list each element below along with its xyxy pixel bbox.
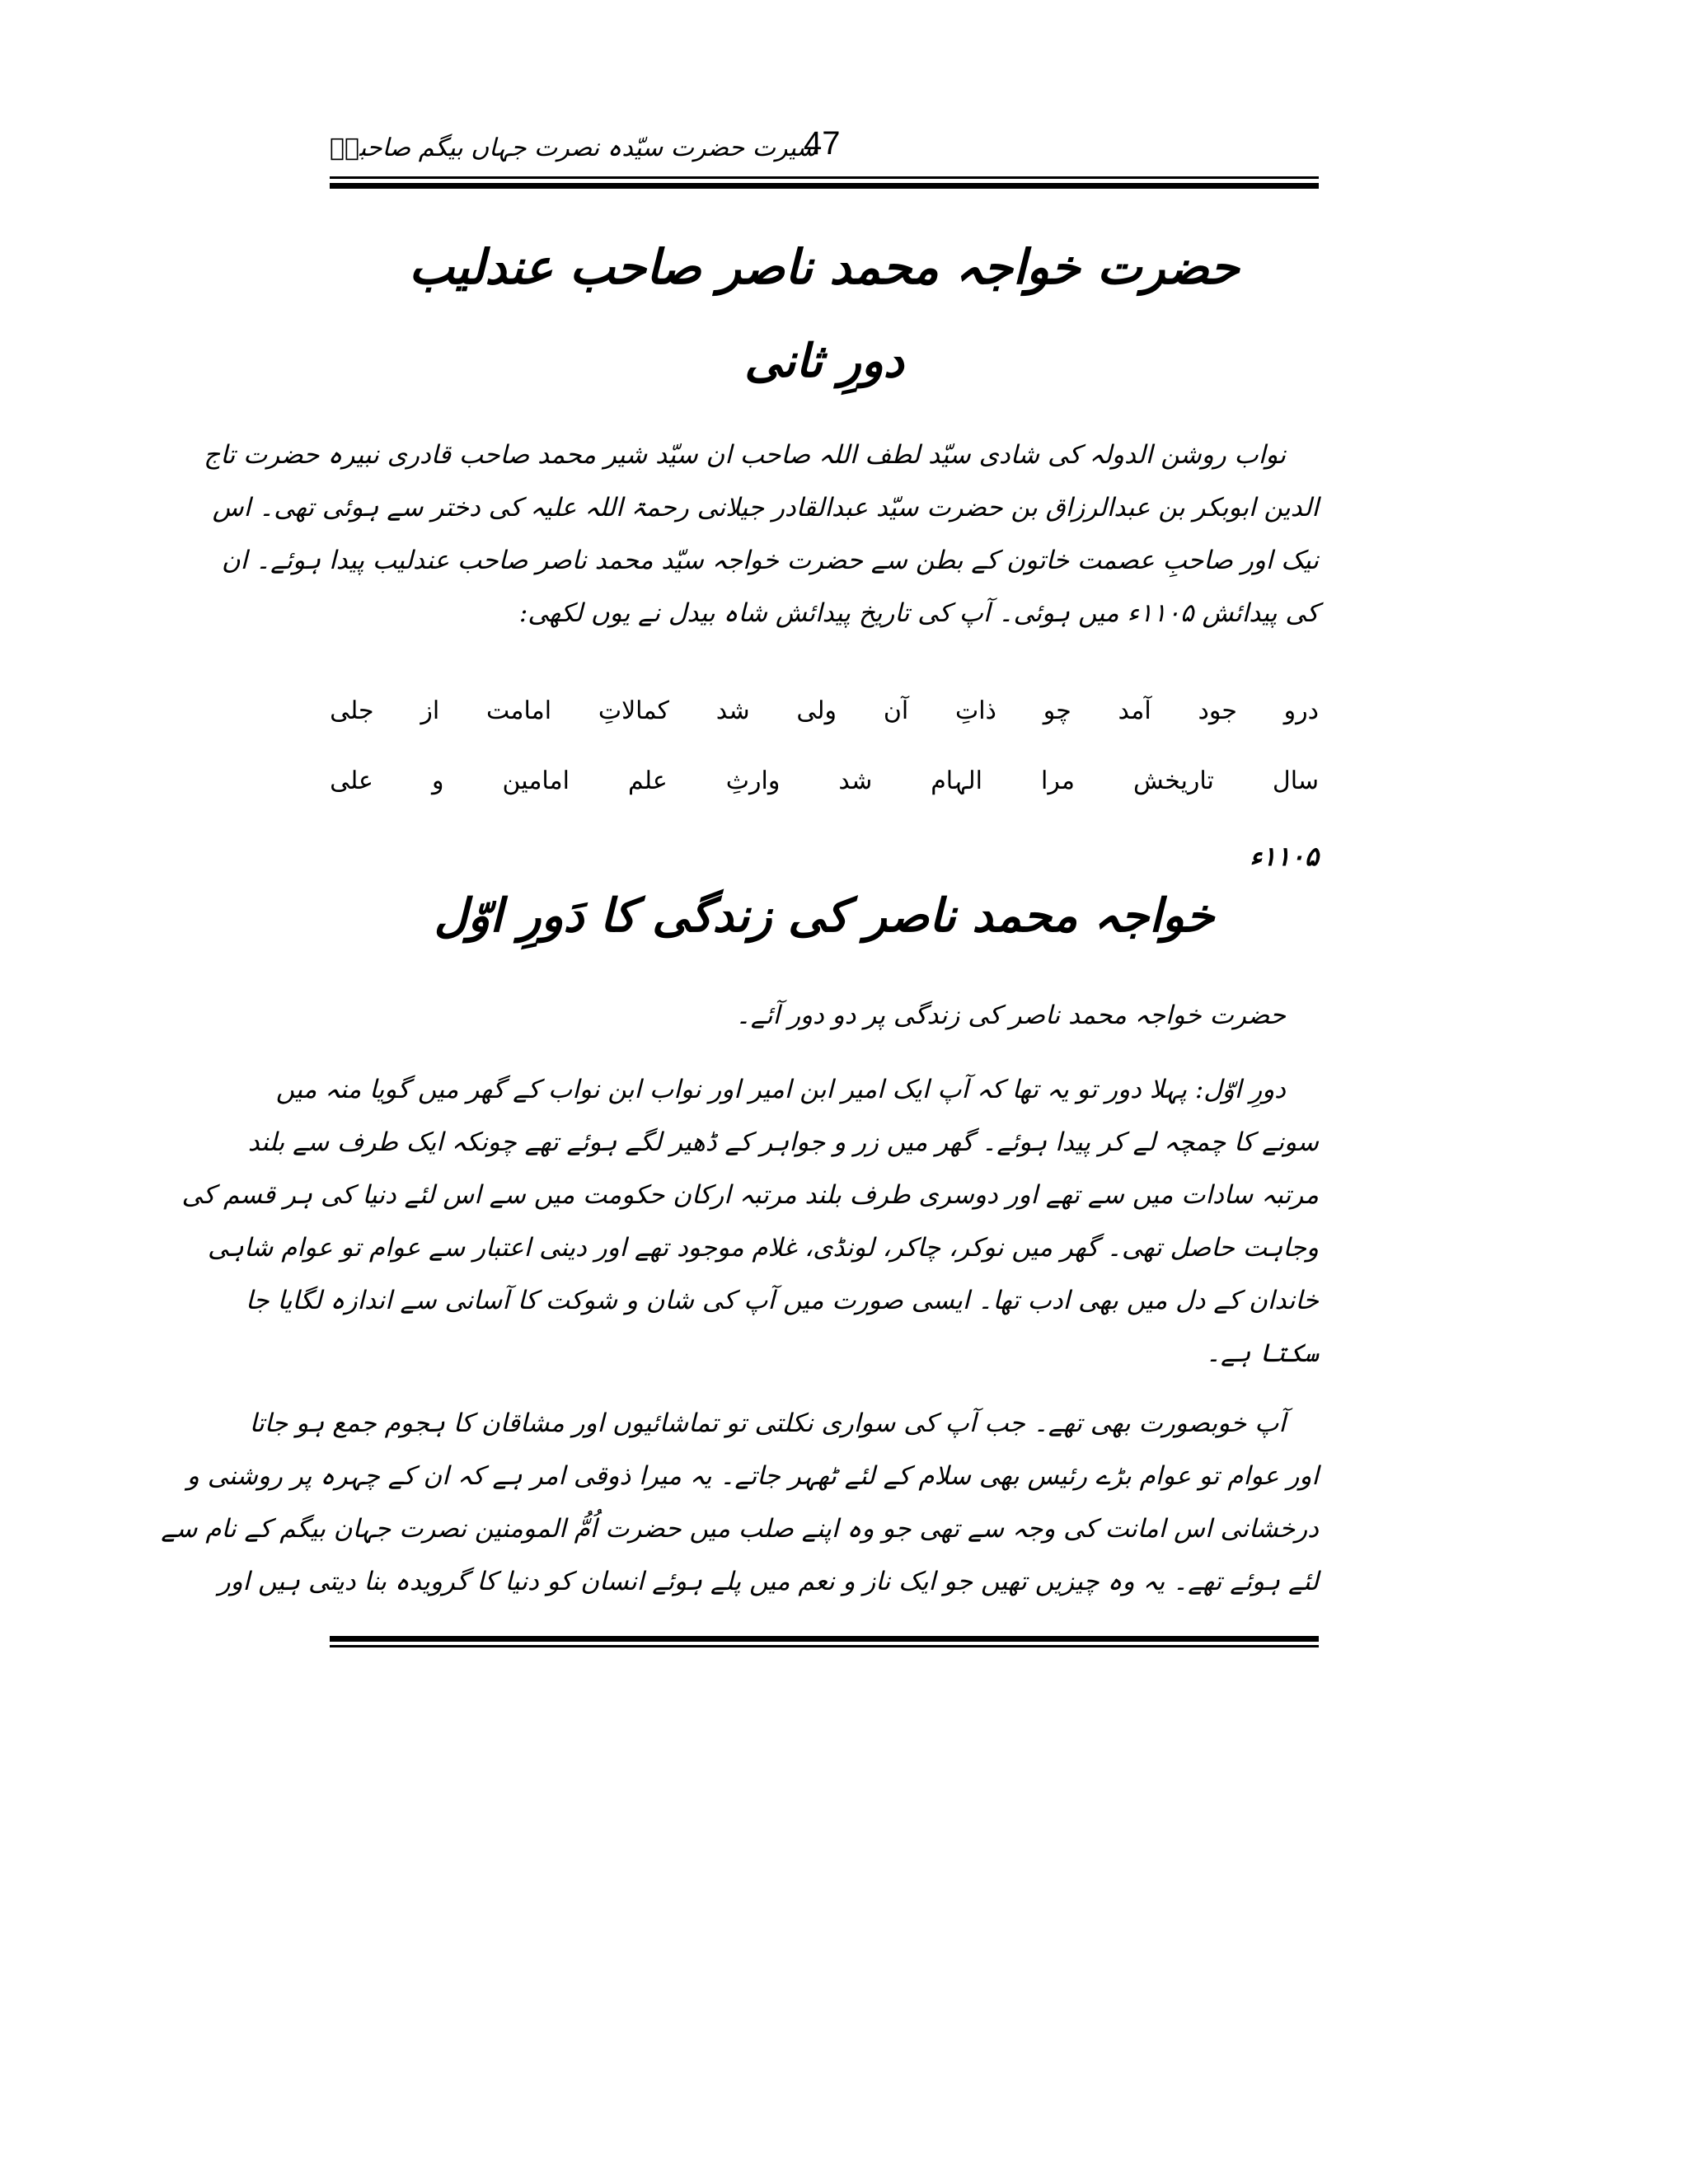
main-heading: حضرت خواجہ محمد ناصر صاحب عندلیب	[409, 239, 1240, 295]
verse-word: الہام	[931, 766, 982, 795]
paragraph-3	[161, 1397, 1319, 1608]
verse-word: کمالاتِ	[598, 696, 669, 725]
verse-word: درو	[1283, 696, 1319, 725]
header-rule-thick	[330, 183, 1319, 189]
verse-year: ۱۱۰۵ء	[1250, 841, 1319, 872]
text-line: وجاہت حاصل تھی۔ گھر میں نوکر، چاکر، لونڈی، غلام موجود تھے اور دینی اعتبار سے عوام تو عوام شاہی	[207, 1233, 1319, 1263]
text-line: سکتا ہے۔	[1205, 1338, 1319, 1368]
verse-word: آن	[883, 696, 909, 725]
verse-word: شد	[838, 766, 873, 795]
footer-rule-thin	[330, 1645, 1319, 1647]
verse-word: آمد	[1118, 696, 1151, 725]
text-line: نیک اور صاحبِ عصمت خاتون کے بطن سے حضرت خواجہ سیّد محمد ناصر صاحب عندلیب پیدا ہوئے۔ ان	[221, 546, 1319, 575]
verse-word: تاریخش	[1132, 766, 1214, 795]
page-number: 47	[804, 125, 841, 162]
text-line: الدین ابوبکر بن عبدالرزاق بن حضرت سیّد عبدالقادر جیلانی رحمۃ اللہ علیہ کی دختر سے ہوئی تھی۔ اس	[212, 493, 1319, 523]
sub-heading: دورِ ثانی	[744, 334, 904, 388]
text-line: حضرت خواجہ محمد ناصر کی زندگی پر دو دور آئے۔	[735, 1001, 1286, 1030]
text-line: سونے کا چمچہ لے کر پیدا ہوئے۔ گھر میں زر و جواہر کے ڈھیر لگے ہوئے تھے چونکہ ایک طرف سے بلند	[247, 1127, 1319, 1157]
paragraph-2	[181, 1063, 1319, 1380]
header-rule-thin	[330, 176, 1319, 179]
text-line: لئے ہوئے تھے۔ یہ وہ چیزیں تھیں جو ایک ناز و نعم میں پلے ہوئے انسان کو دنیا کا گرویدہ بنا دیتی ہیں اور	[218, 1567, 1319, 1596]
verse-word: علم	[627, 766, 668, 795]
text-line: اور عوام تو عوام بڑے رئیس بھی سلام کے لئے ٹھہر جاتے۔ یہ میرا ذوقی امر ہے کہ ان کے چہرہ پر روشنی و	[186, 1461, 1319, 1491]
running-title: سیرت حضرت سیّدہ نصرت جہاں بیگم صاحبہؓ	[330, 134, 818, 162]
verse-word: ذاتِ	[954, 696, 996, 725]
verse-word: از	[420, 696, 440, 725]
verse-word: چو	[1043, 696, 1071, 725]
verse-word: جلی	[330, 696, 374, 725]
verse-word: علی	[330, 766, 373, 795]
section-heading: خواجہ محمد ناصر کی زندگی کا دَورِ اوّل	[434, 888, 1215, 943]
text-line: درخشانی اس امانت کی وجہ سے تھی جو وہ اپنے صلب میں حضرت اُمُّ المومنین نصرت جہان بیگم کے نام سے	[161, 1514, 1319, 1544]
page-header	[330, 122, 1319, 171]
verse-word: امامین	[502, 766, 570, 795]
intro-line	[330, 989, 1319, 1042]
verse-word: امامت	[485, 696, 552, 725]
verse-word: مرا	[1041, 766, 1075, 795]
verse-word: ولی	[796, 696, 837, 725]
text-line: نواب روشن الدولہ کی شادی سیّد لطف اللہ صاحب ان سیّد شیر محمد صاحب قادری نبیرہ حضرت تاج	[204, 440, 1286, 470]
verse-word: جود	[1198, 696, 1237, 725]
verse-word: وارثِ	[725, 766, 781, 795]
verse-word: شد	[715, 696, 750, 725]
verse-line-2	[330, 766, 1319, 813]
footer-rule-thick	[330, 1636, 1319, 1642]
verse-word: و	[431, 766, 444, 795]
verse-line-1	[330, 696, 1319, 743]
text-line: خاندان کے دل میں بھی ادب تھا۔ ایسی صورت میں آپ کی شان و شوکت کا آسانی سے اندازہ لگایا جا	[246, 1286, 1319, 1315]
text-line: دورِ اوّل: پہلا دور تو یہ تھا کہ آپ ایک امیر ابن امیر اور نواب ابن نواب کے گھر میں گویا منہ میں	[275, 1075, 1286, 1104]
text-line: مرتبہ سادات میں سے تھے اور دوسری طرف بلند مرتبہ ارکان حکومت میں سے اس لئے دنیا کی ہر قسم کی	[181, 1180, 1319, 1210]
verse-word: سال	[1272, 766, 1319, 795]
text-line: آپ خوبصورت بھی تھے۔ جب آپ کی سواری نکلتی تو تماشائیوں اور مشاقان کا ہجوم جمع ہو جاتا	[249, 1408, 1286, 1438]
paragraph-1	[204, 429, 1319, 640]
text-line: کی پیدائش ۱۱۰۵ء میں ہوئی۔ آپ کی تاریخ پیدائش شاہ بیدل نے یوں لکھی:	[518, 598, 1319, 628]
